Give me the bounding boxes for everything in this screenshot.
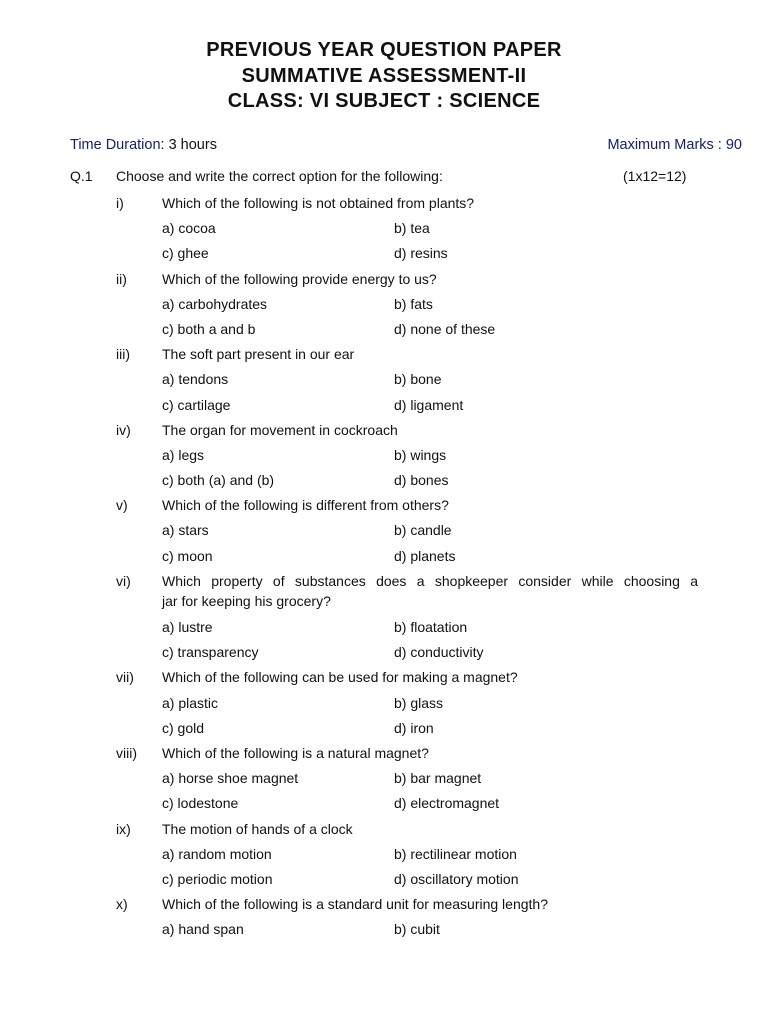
mcq-question-row	[0, 269, 768, 294]
question-list	[0, 193, 768, 944]
mcq-number: ii)	[116, 270, 127, 287]
mcq-question-continued-row	[0, 593, 768, 617]
mcq-option: a) random motion	[162, 845, 272, 862]
mcq-text: Which of the following is a natural magnet?	[162, 744, 429, 761]
mcq-option-row	[0, 869, 768, 894]
mcq-question-row	[0, 193, 768, 218]
mcq-option: b) tea	[394, 220, 430, 237]
mcq-option-row	[0, 617, 768, 642]
mcq-item	[0, 743, 768, 819]
mcq-option-row	[0, 693, 768, 718]
header-class-subject: CLASS: VI SUBJECT : SCIENCE	[227, 90, 541, 112]
mcq-text-continued: jar for keeping his grocery?	[162, 593, 331, 609]
mcq-item	[0, 344, 768, 420]
mcq-option: d) iron	[394, 719, 434, 736]
mcq-text: Which of the following is different from others?	[162, 497, 449, 514]
mcq-question-row	[0, 420, 768, 445]
mcq-option: d) none of these	[394, 320, 496, 337]
mcq-option-row	[0, 445, 768, 470]
mcq-option: c) both a and b	[162, 320, 256, 337]
mcq-option: d) bones	[394, 472, 449, 489]
mcq-option: a) stars	[162, 522, 209, 539]
mcq-text: The soft part present in our ear	[162, 346, 355, 363]
mcq-option-row	[0, 793, 768, 818]
mcq-item	[0, 420, 768, 496]
mcq-option-row	[0, 369, 768, 394]
mcq-option-row	[0, 319, 768, 344]
mcq-question-row	[0, 819, 768, 844]
mcq-option-row	[0, 294, 768, 319]
mcq-option: b) bone	[394, 371, 442, 388]
mcq-item	[0, 571, 768, 668]
mcq-number: vi)	[116, 572, 131, 589]
mcq-item	[0, 193, 768, 269]
paper-header	[0, 38, 768, 115]
mcq-question-row	[0, 495, 768, 520]
mcq-option: b) candle	[394, 522, 452, 539]
mcq-option: a) carbohydrates	[162, 295, 268, 312]
mcq-question-row	[0, 894, 768, 919]
mcq-option-row	[0, 844, 768, 869]
mcq-number: iv)	[116, 421, 131, 438]
mcq-question-row	[0, 743, 768, 768]
mcq-option: a) hand span	[162, 921, 244, 938]
mcq-number: viii)	[116, 744, 137, 761]
mcq-option: c) ghee	[162, 245, 209, 262]
mcq-option: a) plastic	[162, 694, 219, 711]
question-instruction: Choose and write the correct option for the following:	[116, 168, 443, 184]
mcq-option: a) legs	[162, 446, 205, 463]
mcq-option: c) periodic motion	[162, 870, 273, 887]
mcq-text: Which of the following is not obtained from plants?	[162, 195, 475, 211]
mcq-option: a) tendons	[162, 371, 229, 388]
paper-meta	[70, 137, 742, 157]
mcq-option: b) glass	[394, 694, 444, 711]
mcq-option-row	[0, 718, 768, 743]
mcq-option: b) bar magnet	[394, 770, 482, 787]
mcq-option-row	[0, 642, 768, 667]
mcq-number: iii)	[116, 346, 130, 363]
time-duration-value: : 3 hours	[160, 137, 217, 153]
mcq-text: Which of the following provide energy to us?	[162, 270, 437, 287]
mcq-option: d) conductivity	[394, 644, 484, 661]
mcq-number: ix)	[116, 820, 131, 837]
mcq-number: vii)	[116, 669, 134, 686]
question-marks: (1x12=12)	[623, 168, 687, 184]
mcq-number: v)	[116, 497, 128, 514]
mcq-text: The organ for movement in cockroach	[162, 421, 398, 438]
mcq-text: Which of the following is a standard unit for measuring length?	[162, 896, 548, 913]
mcq-question-row	[0, 344, 768, 369]
mcq-question-row	[0, 667, 768, 692]
mcq-option: c) moon	[162, 547, 213, 564]
mcq-option: b) cubit	[394, 921, 440, 938]
mcq-item	[0, 894, 768, 944]
header-assessment: SUMMATIVE ASSESSMENT-II	[241, 64, 527, 87]
mcq-option: d) planets	[394, 547, 456, 564]
mcq-option: d) electromagnet	[394, 795, 500, 812]
mcq-item	[0, 667, 768, 743]
mcq-option-row	[0, 470, 768, 495]
mcq-option-row	[0, 768, 768, 793]
mcq-option: a) cocoa	[162, 220, 216, 237]
mcq-option: b) rectilinear motion	[394, 845, 517, 862]
time-duration-label: Time Duration	[70, 137, 161, 153]
mcq-text: The motion of hands of a clock	[162, 820, 353, 837]
mcq-number: x)	[116, 896, 128, 913]
mcq-option-row	[0, 919, 768, 944]
mcq-text: Which property of substances does a shopkeeper consider while choosing a	[162, 572, 698, 589]
header-title: PREVIOUS YEAR QUESTION PAPER	[206, 39, 562, 61]
maximum-marks: Maximum Marks : 90	[607, 137, 742, 153]
mcq-question-row	[0, 571, 768, 596]
mcq-text: Which of the following can be used for making a magnet?	[162, 669, 518, 686]
mcq-option-row	[0, 218, 768, 243]
time-duration	[70, 137, 217, 153]
mcq-option: c) cartilage	[162, 396, 231, 413]
mcq-option-row	[0, 395, 768, 420]
mcq-option: d) oscillatory motion	[394, 870, 519, 887]
mcq-option: d) ligament	[394, 396, 464, 413]
mcq-option: a) horse shoe magnet	[162, 770, 299, 787]
mcq-option: b) wings	[394, 446, 447, 463]
mcq-option: c) both (a) and (b)	[162, 472, 275, 489]
mcq-item	[0, 269, 768, 345]
mcq-number: i)	[116, 195, 124, 211]
mcq-option: b) floatation	[394, 619, 468, 635]
mcq-option: c) gold	[162, 719, 205, 736]
question-heading	[70, 168, 708, 188]
mcq-item	[0, 495, 768, 571]
mcq-option: c) transparency	[162, 644, 259, 661]
mcq-item	[0, 819, 768, 895]
mcq-option: d) resins	[394, 245, 448, 262]
mcq-option: a) lustre	[162, 619, 213, 635]
mcq-option: b) fats	[394, 295, 433, 312]
question-number: Q.1	[70, 168, 93, 184]
mcq-option-row	[0, 243, 768, 268]
mcq-option-row	[0, 546, 768, 571]
mcq-option: c) lodestone	[162, 795, 239, 812]
mcq-option-row	[0, 520, 768, 545]
